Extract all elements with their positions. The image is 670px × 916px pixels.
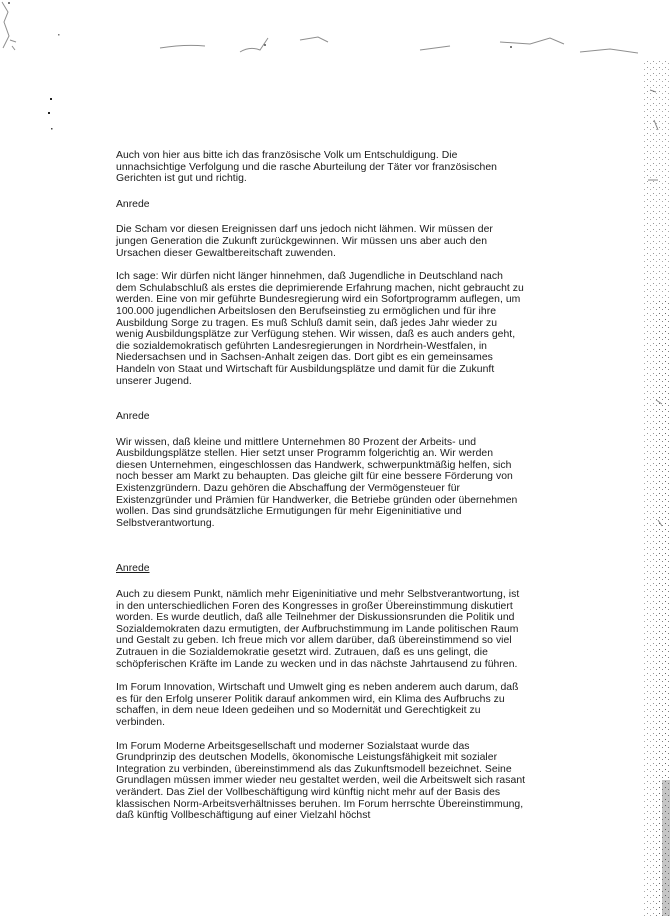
scan-mark-left [44, 96, 58, 136]
salutation-anrede: Anrede [116, 198, 150, 210]
paragraph-forum-innovation: Im Forum Innovation, Wirtschaft und Umwelt ging es neben anderem auch darum, daß es für den Erfolg unserer Politik darauf ankommen wird, ein Klima des Aufbruchs zu schaffen, in dem neue Ideen gedeihen und so Modernität und Gerechtigkeit zu verbinden. [116, 682, 519, 728]
salutation-anrede: Anrede [116, 411, 150, 423]
paragraph-shame: Die Scham vor diesen Ereignissen darf uns jedoch nicht lähmen. Wir müssen der jungen Generation die Zukunft zurückgewinnen. Wir müssen uns aber auch den Ursachen dieser Gewaltbereitschaft zuwenden. [116, 224, 493, 259]
paragraph-congress-forums: Auch zu diesem Punkt, nämlich mehr Eigeninitiative und mehr Selbstverantwortung, ist in den unterschiedlichen Foren des Kongresses in großer Übereinstimmung diskutiert worden. Es wurde deutlich, daß alle Teilnehmer der Diskussionsrunden die Politik und Sozialdemokraten dazu ermutigten, der Aufbruchstimmung im Lande politischen Raum und Gestalt zu geben. Ich freue mich vor allem darüber, daß übereinstimmend so viel Zutrauen in die Sozialdemokratie gesetzt wird. Zutrauen, daß es uns gelingt, die schöpferischen Kräfte im Lande zu wecken und in das nächste Jahrtausend zu führen. [116, 589, 520, 670]
scan-artifact-top [0, 0, 670, 70]
salutation-anrede-underlined: Anrede [116, 563, 150, 575]
document-page [116, 150, 526, 822]
paragraph-apology: Auch von hier aus bitte ich das französische Volk um Entschuldigung. Die unnachsichtige Verfolgung und die rasche Aburteilung der Täter vor französischen Gerichten ist gut und richtig. [116, 150, 497, 185]
paragraph-small-business: Wir wissen, daß kleine und mittlere Unternehmen 80 Prozent der Arbeits- und Ausbildungsplätze stellen. Hier setzt unser Programm folgerichtig an. Wir werden diesen Unternehmen, eingeschlossen das Handwerk, schwerpunktmäßig helfen, sich noch besser am Markt zu behaupten. Das gleiche gilt für eine bessere Förderung von Existenzgründern. Dazu gehören die Abschaffung der Vermögensteuer für Existenzgründer und Prämien für Handwerker, die Betriebe gründen oder übernehmen wollen. Das sind grundsätzliche Ermutigungen für mehr Eigeninitiative und Selbstverantwortung. [116, 436, 518, 529]
paragraph-youth-program: Ich sage: Wir dürfen nicht länger hinnehmen, daß Jugendliche in Deutschland nach dem Schulabschluß als erstes die deprimierende Erfahrung machen, nicht gebraucht zu werden. Eine von mir geführte Bundesregierung wird ein Sofortprogramm auflegen, um 100.000 jugendlichen Arbeitslosen den Berufseinstieg zu ermöglichen und für ihre Ausbildung Sorge zu tragen. Es muß Schluß damit sein, daß jedes Jahr wieder zu wenig Ausbildungsplätze zur Verfügung stehen. Wir wissen, daß es auch anders geht, die sozialdemokratisch geführten Landesregierungen in Nordrhein-Westfalen, in Niedersachsen und in Sachsen-Anhalt zeigen das. Dort gibt es ein gemeinsames Handeln von Staat und Wirtschaft für Ausbildungsplätze und damit für die Zukunft unserer Jugend. [116, 271, 524, 387]
scan-artifact-right-edge [610, 0, 670, 916]
paragraph-forum-work-society: Im Forum Moderne Arbeitsgesellschaft und moderner Sozialstaat wurde das Grundprinzip des deutschen Modells, ökonomische Leistungsfähigkeit mit sozialer Integration zu verbinden, übereinstimmend als das Zukunftsmodell bezeichnet. Seine Grundlagen müssen immer wieder neu gestaltet werden, weil die Arbeitswelt sich rasant verändert. Das Ziel der Vollbeschäftigung wird künftig nicht mehr auf der Basis des klassischen Norm-Arbeitsverhältnisses beruhen. Im Forum herrschte Übereinstimmung, daß künftig Vollbeschäftigung auf einer Vielzahl höchst [116, 740, 526, 822]
